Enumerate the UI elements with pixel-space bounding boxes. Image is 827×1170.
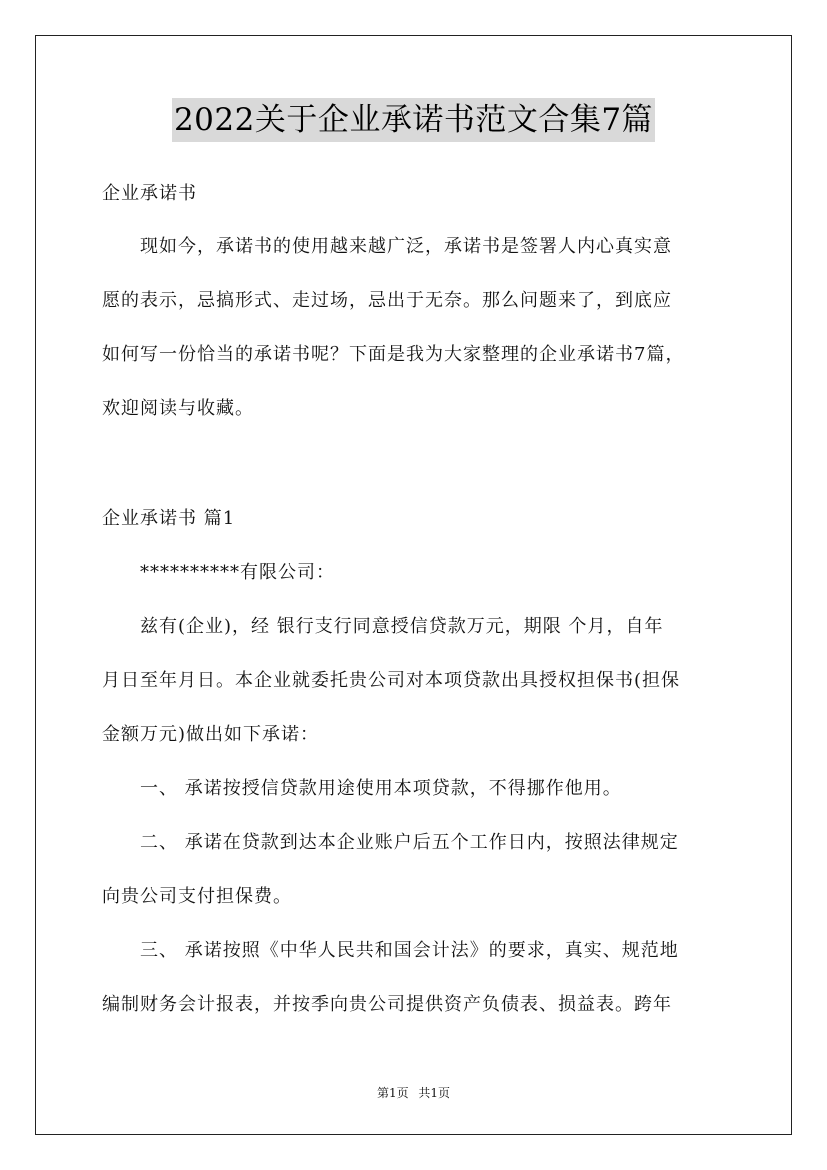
intro-heading: 企业承诺书 <box>102 183 197 204</box>
document-title: 2022关于企业承诺书范文合集7篇 <box>172 98 655 142</box>
title-container <box>0 98 827 142</box>
section1-line-1: **********有限公司： <box>102 562 335 583</box>
section1-heading: 企业承诺书 篇1 <box>102 508 236 529</box>
section1-line-6: 二、 承诺在贷款到达本企业账户后五个工作日内，按照法律规定 <box>102 832 679 853</box>
section1-line-3: 月日至年月日。本企业就委托贵公司对本项贷款出具授权担保书(担保 <box>102 670 681 691</box>
intro-line-4: 欢迎阅读与收藏。 <box>102 398 254 419</box>
section1-line-4: 金额万元)做出如下承诺： <box>102 724 320 745</box>
intro-line-1: 现如今，承诺书的使用越来越广泛，承诺书是签署人内心真实意 <box>102 236 672 257</box>
intro-line-2: 愿的表示，忌搞形式、走过场，忌出于无奈。那么问题来了，到底应 <box>102 290 672 311</box>
page-number: 第1页 <box>376 1086 409 1100</box>
section1-line-9: 编制财务会计报表，并按季向贵公司提供资产负债表、损益表。跨年 <box>102 994 672 1015</box>
page-total: 共1页 <box>418 1086 451 1100</box>
section1-line-7: 向贵公司支付担保费。 <box>102 886 292 907</box>
section1-line-2: 兹有(企业)，经 银行支行同意授信贷款万元，期限 个月，自年 <box>102 616 664 637</box>
page-footer <box>0 1084 827 1101</box>
section1-line-8: 三、 承诺按照《中华人民共和国会计法》的要求，真实、规范地 <box>102 940 679 961</box>
section1-line-5: 一、 承诺按授信贷款用途使用本项贷款，不得挪作他用。 <box>102 778 622 799</box>
intro-line-3: 如何写一份恰当的承诺书呢？下面是我为大家整理的企业承诺书7篇， <box>102 344 685 365</box>
